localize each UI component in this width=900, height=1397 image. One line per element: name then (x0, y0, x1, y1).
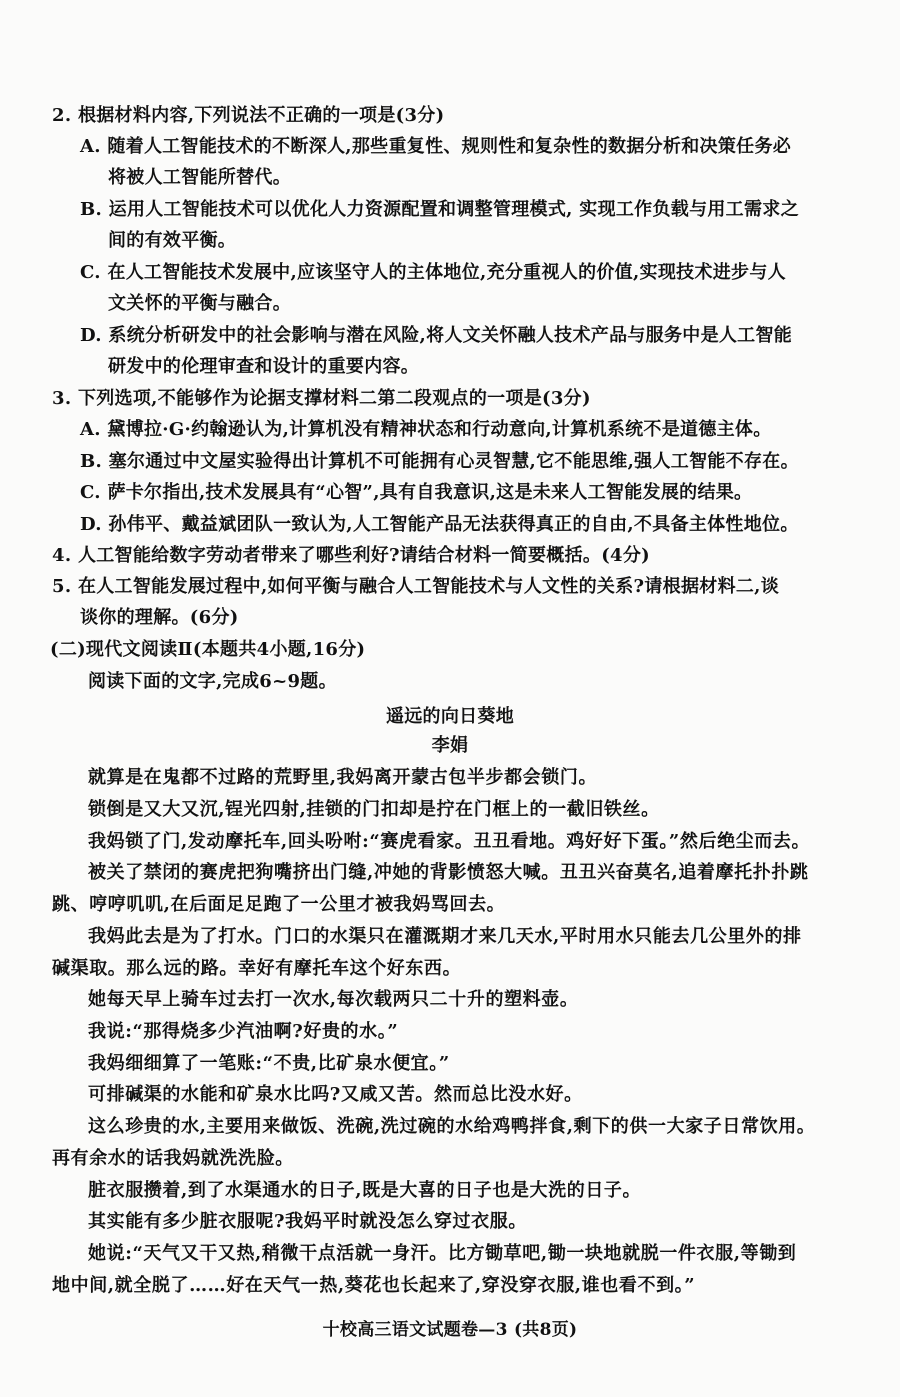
section-instruction: 阅读下面的文字,完成6~9题。 (88, 671, 337, 692)
article-paragraph-cont: 碱渠取。那么远的路。幸好有摩托车这个好东西。 (52, 958, 462, 979)
article-paragraph: 可排碱渠的水能和矿泉水比吗?又咸又苦。然而总比没水好。 (88, 1084, 583, 1105)
article-paragraph: 她每天早上骑车过去打一次水,每次载两只二十升的塑料壶。 (88, 989, 579, 1010)
article-paragraph: 我妈此去是为了打水。门口的水渠只在灌溉期才来几天水,平时用水只能去几公里外的排 (88, 926, 802, 947)
q3-option-b: B. 塞尔通过中文屋实验得出计算机不可能拥有心灵智慧,它不能思维,强人工智能不存在。 (80, 451, 799, 472)
q3-option-d: D. 孙伟平、戴益斌团队一致认为,人工智能产品无法获得真正的自由,不具备主体性地位。 (80, 514, 799, 535)
article-paragraph: 其实能有多少脏衣服呢?我妈平时就没怎么穿过衣服。 (88, 1211, 527, 1232)
q2-option-a: A. 随着人工智能技术的不断深人,那些重复性、规则性和复杂性的数据分析和决策任务必 (80, 136, 792, 157)
q2-stem: 2. 根据材料内容,下列说法不正确的一项是(3分) (52, 105, 445, 126)
q2-option-b-cont: 间的有效平衡。 (108, 230, 237, 251)
article-paragraph: 我妈锁了门,发动摩托车,回头吩咐:“赛虎看家。丑丑看地。鸡好好下蛋。”然后绝尘而去。 (88, 831, 811, 852)
q2-option-c: C. 在人工智能技术发展中,应该坚守人的主体地位,充分重视人的价值,实现技术进步与人 (80, 262, 786, 283)
article-paragraph: 就算是在鬼都不过路的荒野里,我妈离开蒙古包半步都会锁门。 (88, 767, 598, 788)
article-author: 李娟 (431, 735, 469, 756)
article-paragraph: 被关了禁闭的赛虎把狗嘴挤出门缝,冲她的背影愤怒大喊。丑丑兴奋莫名,追着摩托扑扑跳 (88, 862, 809, 883)
article-paragraph: 我说:“那得烧多少汽油啊?好贵的水。” (88, 1021, 399, 1042)
q5: 5. 在人工智能发展过程中,如何平衡与融合人工智能技术与人文性的关系?请根据材料二,谈 (52, 576, 780, 597)
q3-stem: 3. 下列选项,不能够作为论据支撑材料二第二段观点的一项是(3分) (52, 388, 591, 409)
article-paragraph: 她说:“天气又干又热,稍微干点活就一身汗。比方锄草吧,锄一块地就脱一件衣服,等锄到 (88, 1243, 797, 1264)
q2-option-d-cont: 研发中的伦理审查和设计的重要内容。 (108, 356, 420, 377)
q4: 4. 人工智能给数字劳动者带来了哪些利好?请结合材料一简要概括。(4分) (52, 545, 650, 566)
q3-option-c: C. 萨卡尔指出,技术发展具有“心智”,具有自我意识,这是未来人工智能发展的结果。 (80, 482, 753, 503)
section-heading: (二)现代文阅读Ⅱ(本题共4小题,16分) (50, 639, 366, 660)
article-paragraph-cont: 再有余水的话我妈就洗洗脸。 (52, 1148, 294, 1169)
q5-cont: 谈你的理解。(6分) (80, 607, 239, 628)
q2-option-b: B. 运用人工智能技术可以优化人力资源配置和调整管理模式, 实现工作负载与用工需求之 (80, 199, 799, 220)
article-paragraph-cont: 跳、哼哼叽叽,在后面足足跑了一公里才被我妈骂回去。 (52, 894, 506, 915)
article-title: 遥远的向日葵地 (385, 706, 515, 727)
article-paragraph: 脏衣服攒着,到了水渠通水的日子,既是大喜的日子也是大洗的日子。 (88, 1180, 642, 1201)
article-paragraph: 锁倒是又大又沉,锃光四射,挂锁的门扣却是拧在门框上的一截旧铁丝。 (88, 799, 660, 820)
page-footer: 十校高三语文试题卷—3 (共8页) (322, 1320, 578, 1340)
q3-option-a: A. 黛博拉·G·约翰逊认为,计算机没有精神状态和行动意向,计算机系统不是道德主体。 (80, 419, 772, 440)
article-paragraph-cont: 地中间,就全脱了……好在天气一热,葵花也长起来了,穿没穿衣服,谁也看不到。” (52, 1275, 696, 1296)
q2-option-c-cont: 文关怀的平衡与融合。 (108, 293, 291, 314)
q2-option-d: D. 系统分析研发中的社会影响与潜在风险,将人文关怀融人技术产品与服务中是人工智能 (80, 325, 793, 346)
q2-option-a-cont: 将被人工智能所替代。 (108, 167, 291, 188)
article-paragraph: 我妈细细算了一笔账:“不贵,比矿泉水便宜。” (88, 1053, 450, 1074)
article-paragraph: 这么珍贵的水,主要用来做饭、洗碗,洗过碗的水给鸡鸭拌食,剩下的供一大家子日常饮用。 (88, 1116, 816, 1137)
